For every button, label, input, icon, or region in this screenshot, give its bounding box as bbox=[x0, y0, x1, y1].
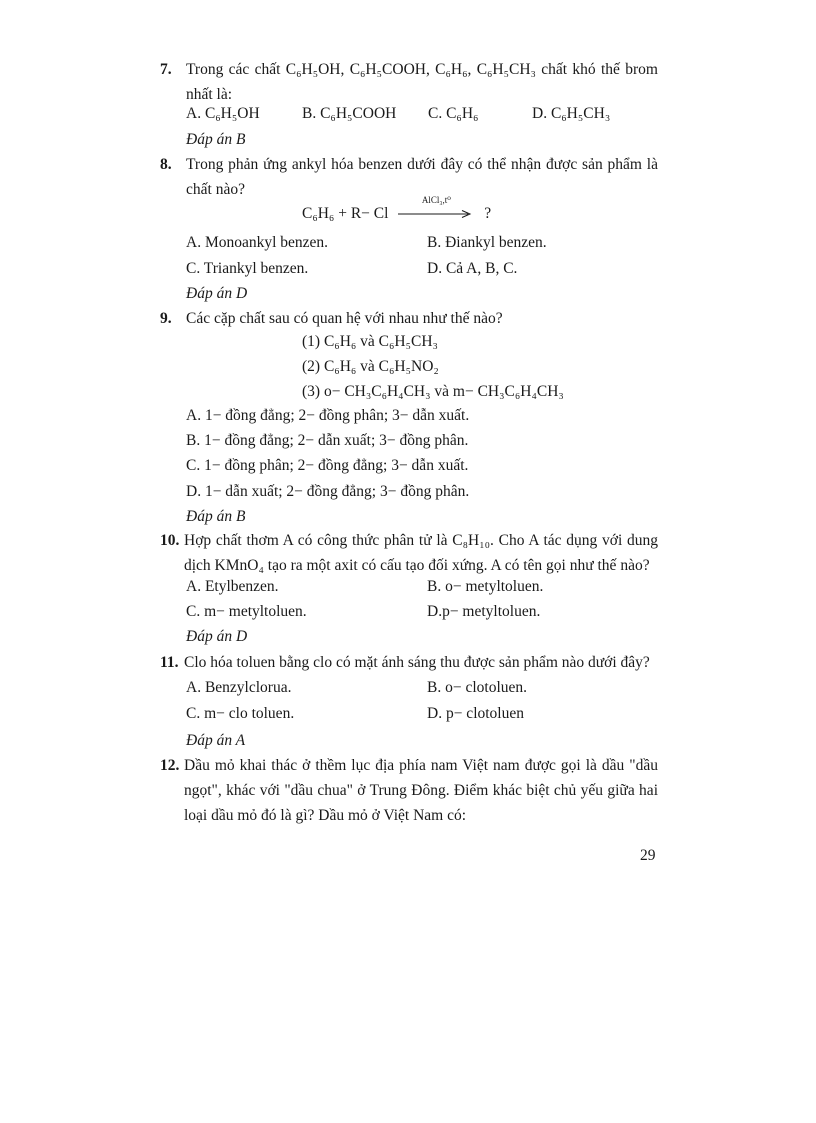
option-a: A. 1− đồng đẳng; 2− đồng phân; 3− dẫn xuất. bbox=[186, 407, 470, 424]
reaction-condition: AlCl₃,t⁰ bbox=[421, 195, 451, 206]
question-number: 11. bbox=[160, 654, 179, 671]
question-number: 9. bbox=[160, 310, 172, 327]
equation-reactants: C₆H₆ + R− Cl bbox=[302, 205, 389, 222]
option-c: C. C₆H₆ bbox=[428, 105, 479, 122]
question-number: 12. bbox=[160, 757, 180, 774]
option-b: B. 1− đồng đẳng; 2− dẫn xuất; 3− đồng phân. bbox=[186, 432, 469, 449]
option-d: D. p− clotoluen bbox=[427, 705, 524, 722]
question-text: Clo hóa toluen bằng clo có mặt ánh sáng thu được sản phẩm nào dưới đây? bbox=[184, 654, 650, 671]
answer: Đáp án B bbox=[186, 508, 246, 525]
option-b: B. C₆H₅COOH bbox=[302, 105, 397, 122]
reaction-equation bbox=[302, 195, 492, 223]
option-b: B. Điankyl benzen. bbox=[427, 234, 547, 251]
option-d: D.p− metyltoluen. bbox=[427, 603, 541, 620]
option-c: C. m− clo toluen. bbox=[186, 705, 295, 722]
question-number: 10. bbox=[160, 532, 180, 549]
option-c: C. 1− đồng phân; 2− đồng đẳng; 3− dẫn xuất. bbox=[186, 457, 469, 474]
reaction-arrow bbox=[398, 195, 474, 223]
question-text: Trong phản ứng ankyl hóa benzen dưới đây có thể nhận được sản phẩm là chất nào? bbox=[186, 156, 658, 198]
pair-2: (2) C₆H₆ và C₆H₅NO₂ bbox=[302, 358, 439, 375]
question-9 bbox=[160, 306, 658, 331]
page-number: 29 bbox=[640, 847, 656, 864]
answer: Đáp án D bbox=[186, 285, 248, 302]
question-text: Dầu mỏ khai thác ở thềm lục địa phía nam Việt nam được gọi là dầu "dầu ngọt", khác với "dầu chua" ở Trung Đông. Điểm khác biệt chủ yếu giữa hai loại dầu mỏ đó là gì? Dầu mỏ ở Việt Nam có: bbox=[184, 757, 658, 824]
option-b: B. o− clotoluen. bbox=[427, 679, 528, 696]
option-a: A. Monoankyl benzen. bbox=[186, 234, 329, 251]
option-d: D. C₆H₅CH₃ bbox=[532, 105, 611, 122]
option-a: A. C₆H₅OH bbox=[186, 105, 260, 122]
option-a: A. Etylbenzen. bbox=[186, 578, 279, 595]
pair-1: (1) C₆H₆ và C₆H₅CH₃ bbox=[302, 333, 438, 350]
answer: Đáp án A bbox=[186, 732, 246, 749]
question-12 bbox=[160, 753, 658, 828]
question-text: Hợp chất thơm A có công thức phân tử là C₈H₁₀. Cho A tác dụng với dung dịch KMnO₄ tạo ra một axit có cấu tạo đối xứng. A có tên gọi như thế nào? bbox=[184, 532, 658, 574]
arrow-icon bbox=[398, 210, 474, 218]
question-11 bbox=[160, 650, 658, 675]
question-text: Các cặp chất sau có quan hệ với nhau như thế nào? bbox=[186, 310, 503, 327]
option-a: A. Benzylclorua. bbox=[186, 679, 292, 696]
question-text: Trong các chất C₆H₅OH, C₆H₅COOH, C₆H₆, C₆H₅CH₃ chất khó thế brom nhất là: bbox=[186, 61, 658, 103]
question-7 bbox=[160, 57, 658, 107]
question-number: 8. bbox=[160, 156, 172, 173]
pair-3: (3) o− CH₃C₆H₄CH₃ và m− CH₃C₆H₄CH₃ bbox=[302, 383, 564, 400]
option-c: C. m− metyltoluen. bbox=[186, 603, 307, 620]
answer: Đáp án D bbox=[186, 628, 248, 645]
option-b: B. o− metyltoluen. bbox=[427, 578, 544, 595]
question-number: 7. bbox=[160, 61, 172, 78]
option-d: D. 1− dẫn xuất; 2− đồng đẳng; 3− đồng phân. bbox=[186, 483, 470, 500]
option-c: C. Triankyl benzen. bbox=[186, 260, 309, 277]
option-d: D. Cả A, B, C. bbox=[427, 260, 518, 277]
question-10 bbox=[160, 528, 658, 578]
equation-product: ? bbox=[484, 205, 492, 222]
answer: Đáp án B bbox=[186, 131, 246, 148]
